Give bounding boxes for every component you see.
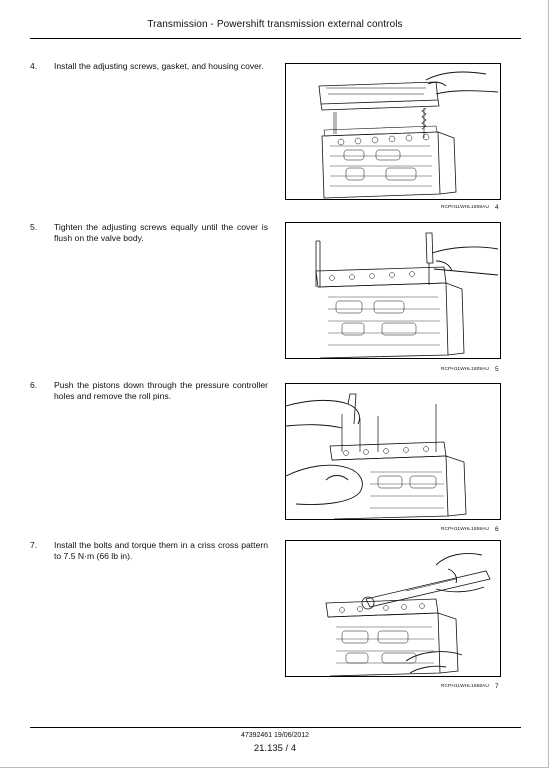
figure-5-illustration [285,222,501,359]
step-text-5: Tighten the adjusting screws equally until the cover is flush on the valve body. [54,222,268,243]
figure-6-code: RCPH11WHL1859AU [440,527,489,532]
step-text-7: Install the bolts and torque them in a criss cross pattern to 7.5 N·m (66 lb in). [54,540,268,561]
header-rule [30,38,521,39]
footer-page-number: 21.135 / 4 [253,743,297,754]
step-number-5: 5. [30,222,38,232]
step-text-6: Push the pistons down through the pressure controller holes and remove the roll pins. [54,380,268,401]
figure-6-illustration [285,383,501,520]
figure-4-code: RCPH11WHL1808AU [440,205,489,210]
figure-7-illustration [285,540,501,677]
figure-7-code: RCPH11WHL1858AU [440,684,489,689]
figure-4-illustration [285,63,501,200]
step-number-6: 6. [30,380,38,390]
step-text-4: Install the adjusting screws, gasket, and housing cover. [54,61,264,71]
footer-rule [30,727,521,728]
figure-7-number: 7 [495,683,499,690]
figure-4-number: 4 [495,204,499,211]
figure-5-number: 5 [495,366,499,373]
footer-doc-code: 47392461 19/06/2012 [240,732,310,739]
figure-6-number: 6 [495,526,499,533]
step-number-7: 7. [30,540,38,550]
page-header-title: Transmission - Powershift transmission external controls [147,19,403,30]
figure-5-code: RCPH11WHL1809AU [440,367,489,372]
step-number-4: 4. [30,61,38,71]
